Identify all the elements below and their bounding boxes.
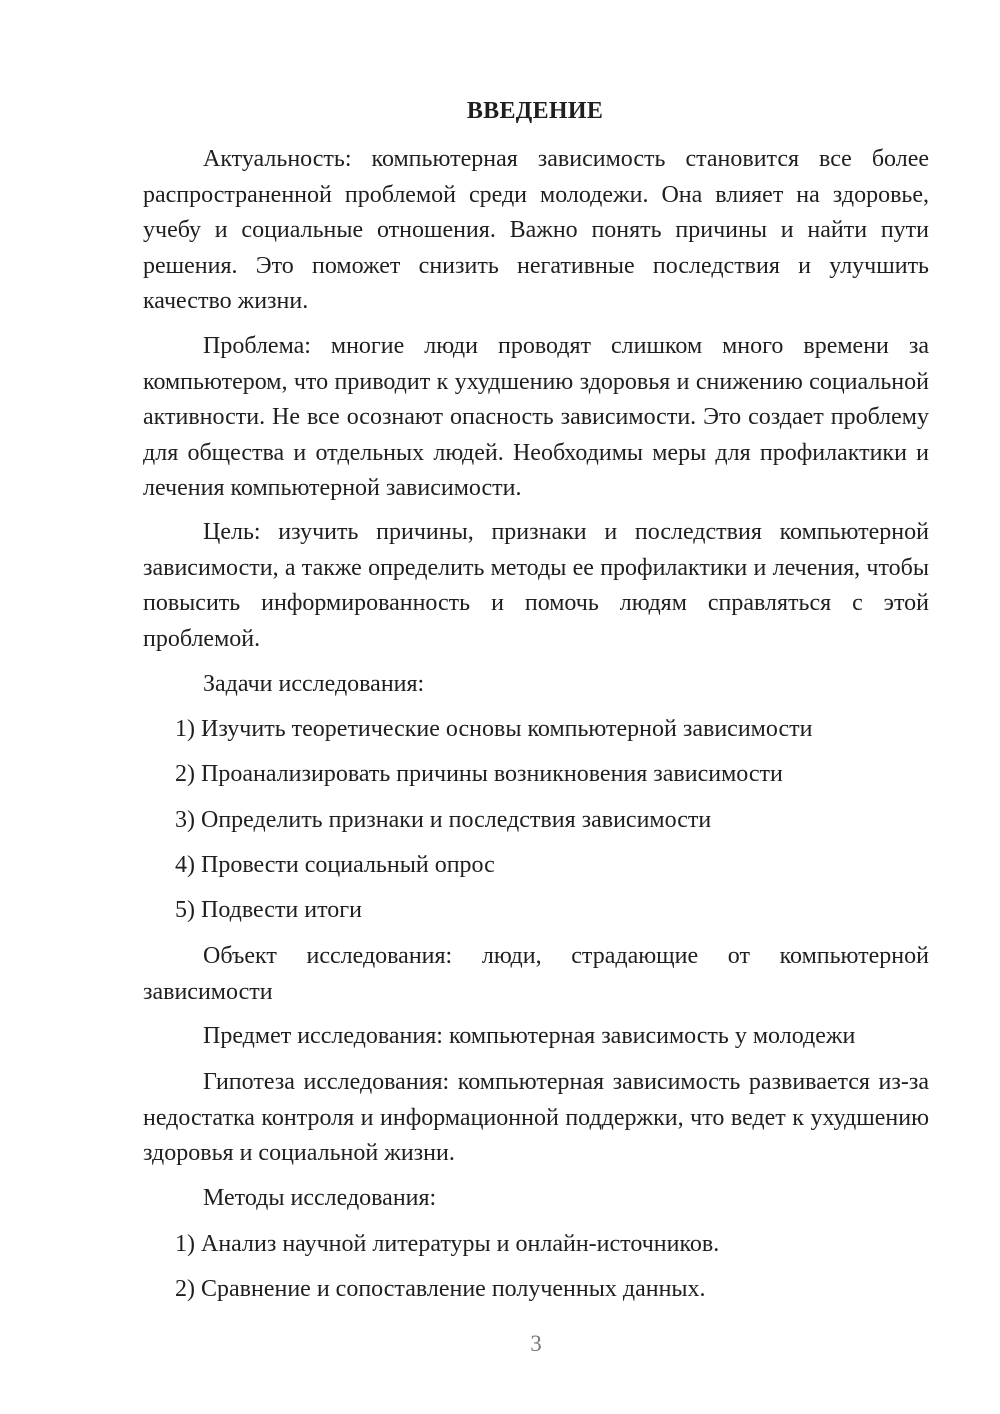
problem-paragraph: Проблема: многие люди проводят слишком много времени за компьютером, что приводит к ухудшению здоровья и снижению социальной активности. Не все осознают опасность зависимости. Это создает проблему для общества и отдельных людей. Необходимы меры для профилактики и лечения компьютерной зависимости. bbox=[143, 333, 929, 501]
goal-paragraph: Цель: изучить причины, признаки и последствия компьютерной зависимости, а также определить методы ее профилактики и лечения, чтобы повысить информированность и помочь людям справляться с этой проблемой. bbox=[143, 519, 929, 652]
methods-heading: Методы исследования: bbox=[203, 1185, 437, 1211]
method-item-1: 1) Анализ научной литературы и онлайн-источников. bbox=[175, 1231, 720, 1257]
object-paragraph: Объект исследования: люди, страдающие от компьютерной зависимости bbox=[143, 943, 929, 1005]
relevance-paragraph: Актуальность: компьютерная зависимость становится все более распространенной проблемой среди молодежи. Она влияет на здоровье, учебу и социальные отношения. Важно понять причины и найти пути решения. Это поможет снизить негативные последствия и улучшить качество жизни. bbox=[143, 146, 929, 314]
page-number: 3 bbox=[530, 1331, 542, 1356]
page-title: ВВЕДЕНИЕ bbox=[466, 98, 604, 124]
tasks-heading: Задачи исследования: bbox=[203, 671, 425, 697]
method-item-2: 2) Сравнение и сопоставление полученных данных. bbox=[175, 1276, 706, 1302]
hypothesis-paragraph: Гипотеза исследования: компьютерная зависимость развивается из-за недостатка контроля и информационной поддержки, что ведет к ухудшению здоровья и социальной жизни. bbox=[143, 1069, 929, 1166]
task-item-3: 3) Определить признаки и последствия зависимости bbox=[175, 807, 712, 833]
task-item-2: 2) Проанализировать причины возникновения зависимости bbox=[175, 761, 783, 787]
task-item-1: 1) Изучить теоретические основы компьютерной зависимости bbox=[175, 716, 813, 742]
subject-paragraph: Предмет исследования: компьютерная зависимость у молодежи bbox=[203, 1023, 856, 1049]
task-item-4: 4) Провести социальный опрос bbox=[175, 852, 495, 878]
task-item-5: 5) Подвести итоги bbox=[175, 897, 362, 923]
